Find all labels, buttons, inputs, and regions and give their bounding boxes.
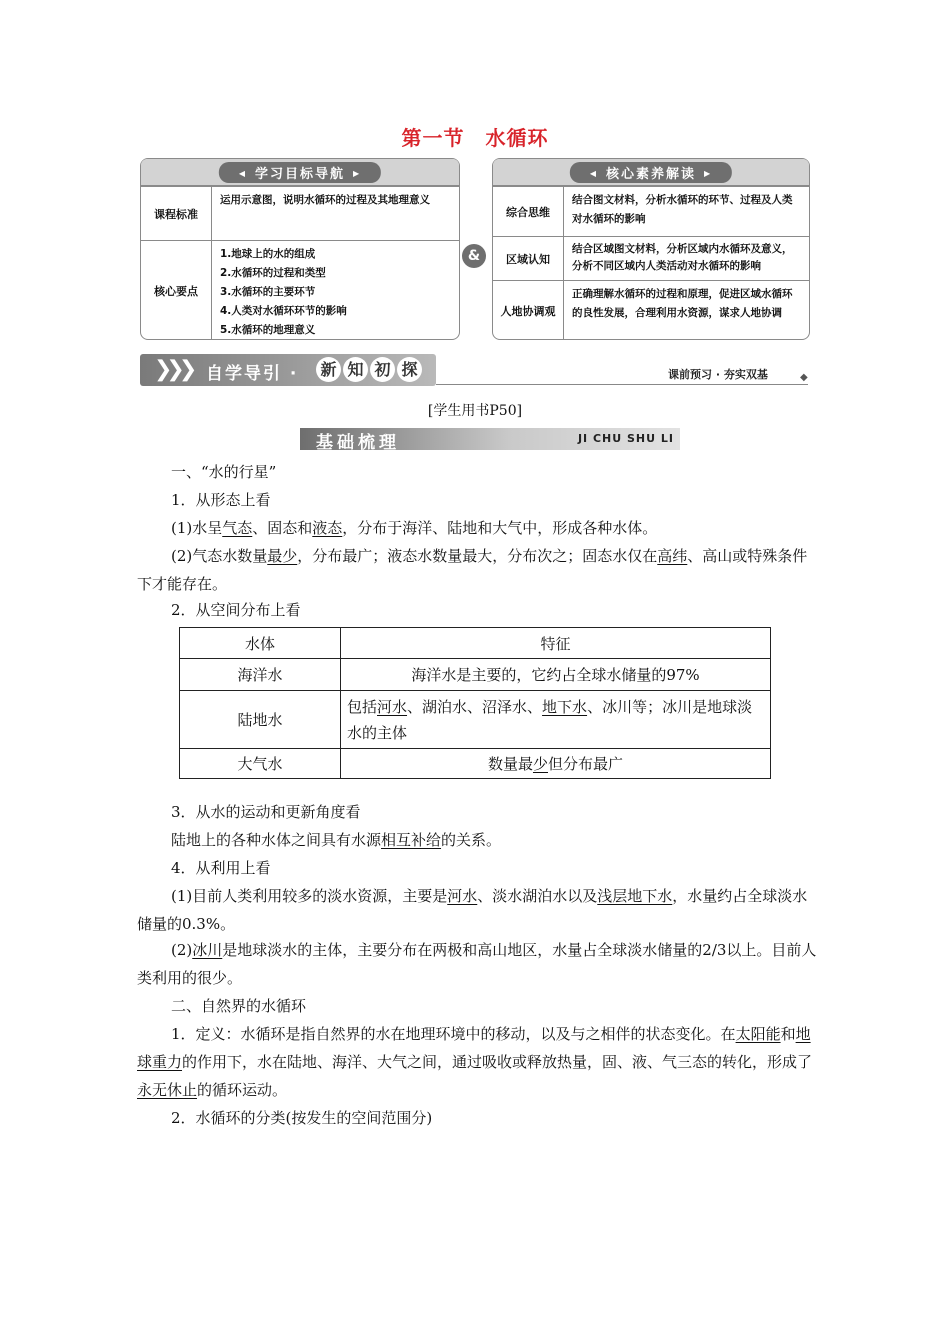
goals-label-keypoints: 核心要点 xyxy=(141,241,212,340)
paragraph-movement: 陆地上的各种水体之间具有水源相互补给的关系。 xyxy=(171,831,502,849)
learning-goals-title: ◀ 学习目标导航 ▶ xyxy=(219,162,381,183)
subheading-distribution: 2．从空间分布上看 xyxy=(171,601,301,619)
goals-label-standard: 课程标准 xyxy=(141,187,212,240)
table-cell: 海洋水 xyxy=(180,659,341,691)
subheading-classification: 2．水循环的分类(按发生的空间范围分) xyxy=(171,1109,433,1127)
section-pinyin: JI CHU SHU LI xyxy=(577,432,674,445)
chevron-right-icon: ❯❯❯ xyxy=(154,357,192,382)
literacy-text-region: 结合区域图文材料，分析区域内水循环及意义，分析不同区域内人类活动对水循环的影响 xyxy=(572,243,793,272)
paragraph-form-1: (1)水呈气态、固态和液态，分布于海洋、陆地和大气中，形成各种水体。 xyxy=(171,519,658,537)
table-header: 特征 xyxy=(341,628,771,659)
literacy-row-region xyxy=(493,236,809,280)
literacy-label-region: 区域认知 xyxy=(493,237,564,280)
paragraph-form-2: (2)气态水数量最少，分布最广；液态水数量最大，分布次之；固态水仅在高纬、高山或特殊条件下才能存在。 xyxy=(137,547,808,593)
literacy-row-thinking xyxy=(493,186,809,236)
diamond-icon: ◆ xyxy=(800,372,808,383)
goals-row-keypoints xyxy=(141,240,459,340)
table-cell: 陆地水 xyxy=(180,691,341,749)
heading-water-cycle: 二、自然界的水循环 xyxy=(171,997,307,1015)
core-literacy-header xyxy=(493,159,809,186)
banner-circle-char: 新 xyxy=(316,357,341,382)
banner-subtitle: 课前预习 · 夯实双基 xyxy=(668,368,768,381)
table-header-row xyxy=(180,628,771,659)
keypoint-item: 2.水循环的过程和类型 xyxy=(220,267,326,279)
paragraph-usage-2: (2)冰川是地球淡水的主体，主要分布在两极和高山地区，水量占全球淡水储量的2/3以上。目前人类利用的很少。 xyxy=(137,941,817,987)
table-header: 水体 xyxy=(180,628,341,659)
paragraph-definition: 1．定义：水循环是指自然界的水在地理环境中的移动，以及与之相伴的状态变化。在太阳能和地球重力的作用下，水在陆地、海洋、大气之间，通过吸收或释放热量，固、液、气三态的转化，形成了永无休止的循环运动。 xyxy=(137,1025,813,1099)
table-row xyxy=(180,659,771,691)
table-cell: 数量最少但分布最广 xyxy=(341,749,771,779)
ampersand-icon: & xyxy=(462,244,486,268)
water-body-table xyxy=(179,627,771,779)
learning-goals-header xyxy=(141,159,459,186)
banner-circle-char: 知 xyxy=(343,357,368,382)
table-cell: 大气水 xyxy=(180,749,341,779)
keypoint-item: 4.人类对水循环环节的影响 xyxy=(220,305,347,317)
banner-circle-char: 探 xyxy=(397,357,422,382)
literacy-label-human-land: 人地协调观 xyxy=(493,281,564,340)
literacy-text-human-land: 正确理解水循环的过程和原理，促进区域水循环的良性发展，合理利用水资源，谋求人地协调 xyxy=(572,288,793,319)
table-row xyxy=(180,691,771,749)
banner-divider xyxy=(436,384,808,385)
keypoint-item: 5.水循环的地理意义 xyxy=(220,324,316,336)
table-cell: 包括河水、湖泊水、沼泽水、地下水、冰川等；冰川是地球淡水的主体 xyxy=(341,691,771,749)
subheading-form: 1．从形态上看 xyxy=(171,491,271,509)
core-literacy-box xyxy=(492,158,810,340)
table-row xyxy=(180,749,771,779)
goals-keypoints-list xyxy=(212,241,459,340)
heading-water-planet: 一、“水的行星” xyxy=(171,463,277,481)
table-cell: 海洋水是主要的，它约占全球水储量的97% xyxy=(341,659,771,691)
banner-circles xyxy=(316,357,422,382)
keypoint-item: 1.地球上的水的组成 xyxy=(220,248,316,260)
subheading-movement: 3．从水的运动和更新角度看 xyxy=(171,803,361,821)
core-literacy-title: ◀ 核心素养解读 ▶ xyxy=(570,162,732,183)
paragraph-usage-1: (1)目前人类利用较多的淡水资源，主要是河水、淡水湖泊水以及浅层地下水，水量约占全球淡水储量的0.3%。 xyxy=(137,887,808,933)
self-study-banner xyxy=(140,354,436,386)
banner-label: 自学导引 · xyxy=(206,364,299,384)
goals-text-standard: 运用示意图，说明水循环的过程及其地理意义 xyxy=(220,194,430,206)
literacy-row-human-land xyxy=(493,280,809,340)
goals-row-standard xyxy=(141,186,459,240)
literacy-label-thinking: 综合思维 xyxy=(493,187,564,236)
page-title: 第一节 水循环 xyxy=(401,126,549,150)
keypoint-item: 3.水循环的主要环节 xyxy=(220,286,316,298)
section-bar xyxy=(300,428,680,453)
literacy-text-thinking: 结合图文材料，分析水循环的环节、过程及人类对水循环的影响 xyxy=(572,194,793,225)
book-reference: [学生用书P50] xyxy=(427,403,523,419)
subheading-usage: 4．从利用上看 xyxy=(171,859,271,877)
section-title: 基础梳理 xyxy=(316,433,400,453)
banner-circle-char: 初 xyxy=(370,357,395,382)
learning-goals-box xyxy=(140,158,460,340)
